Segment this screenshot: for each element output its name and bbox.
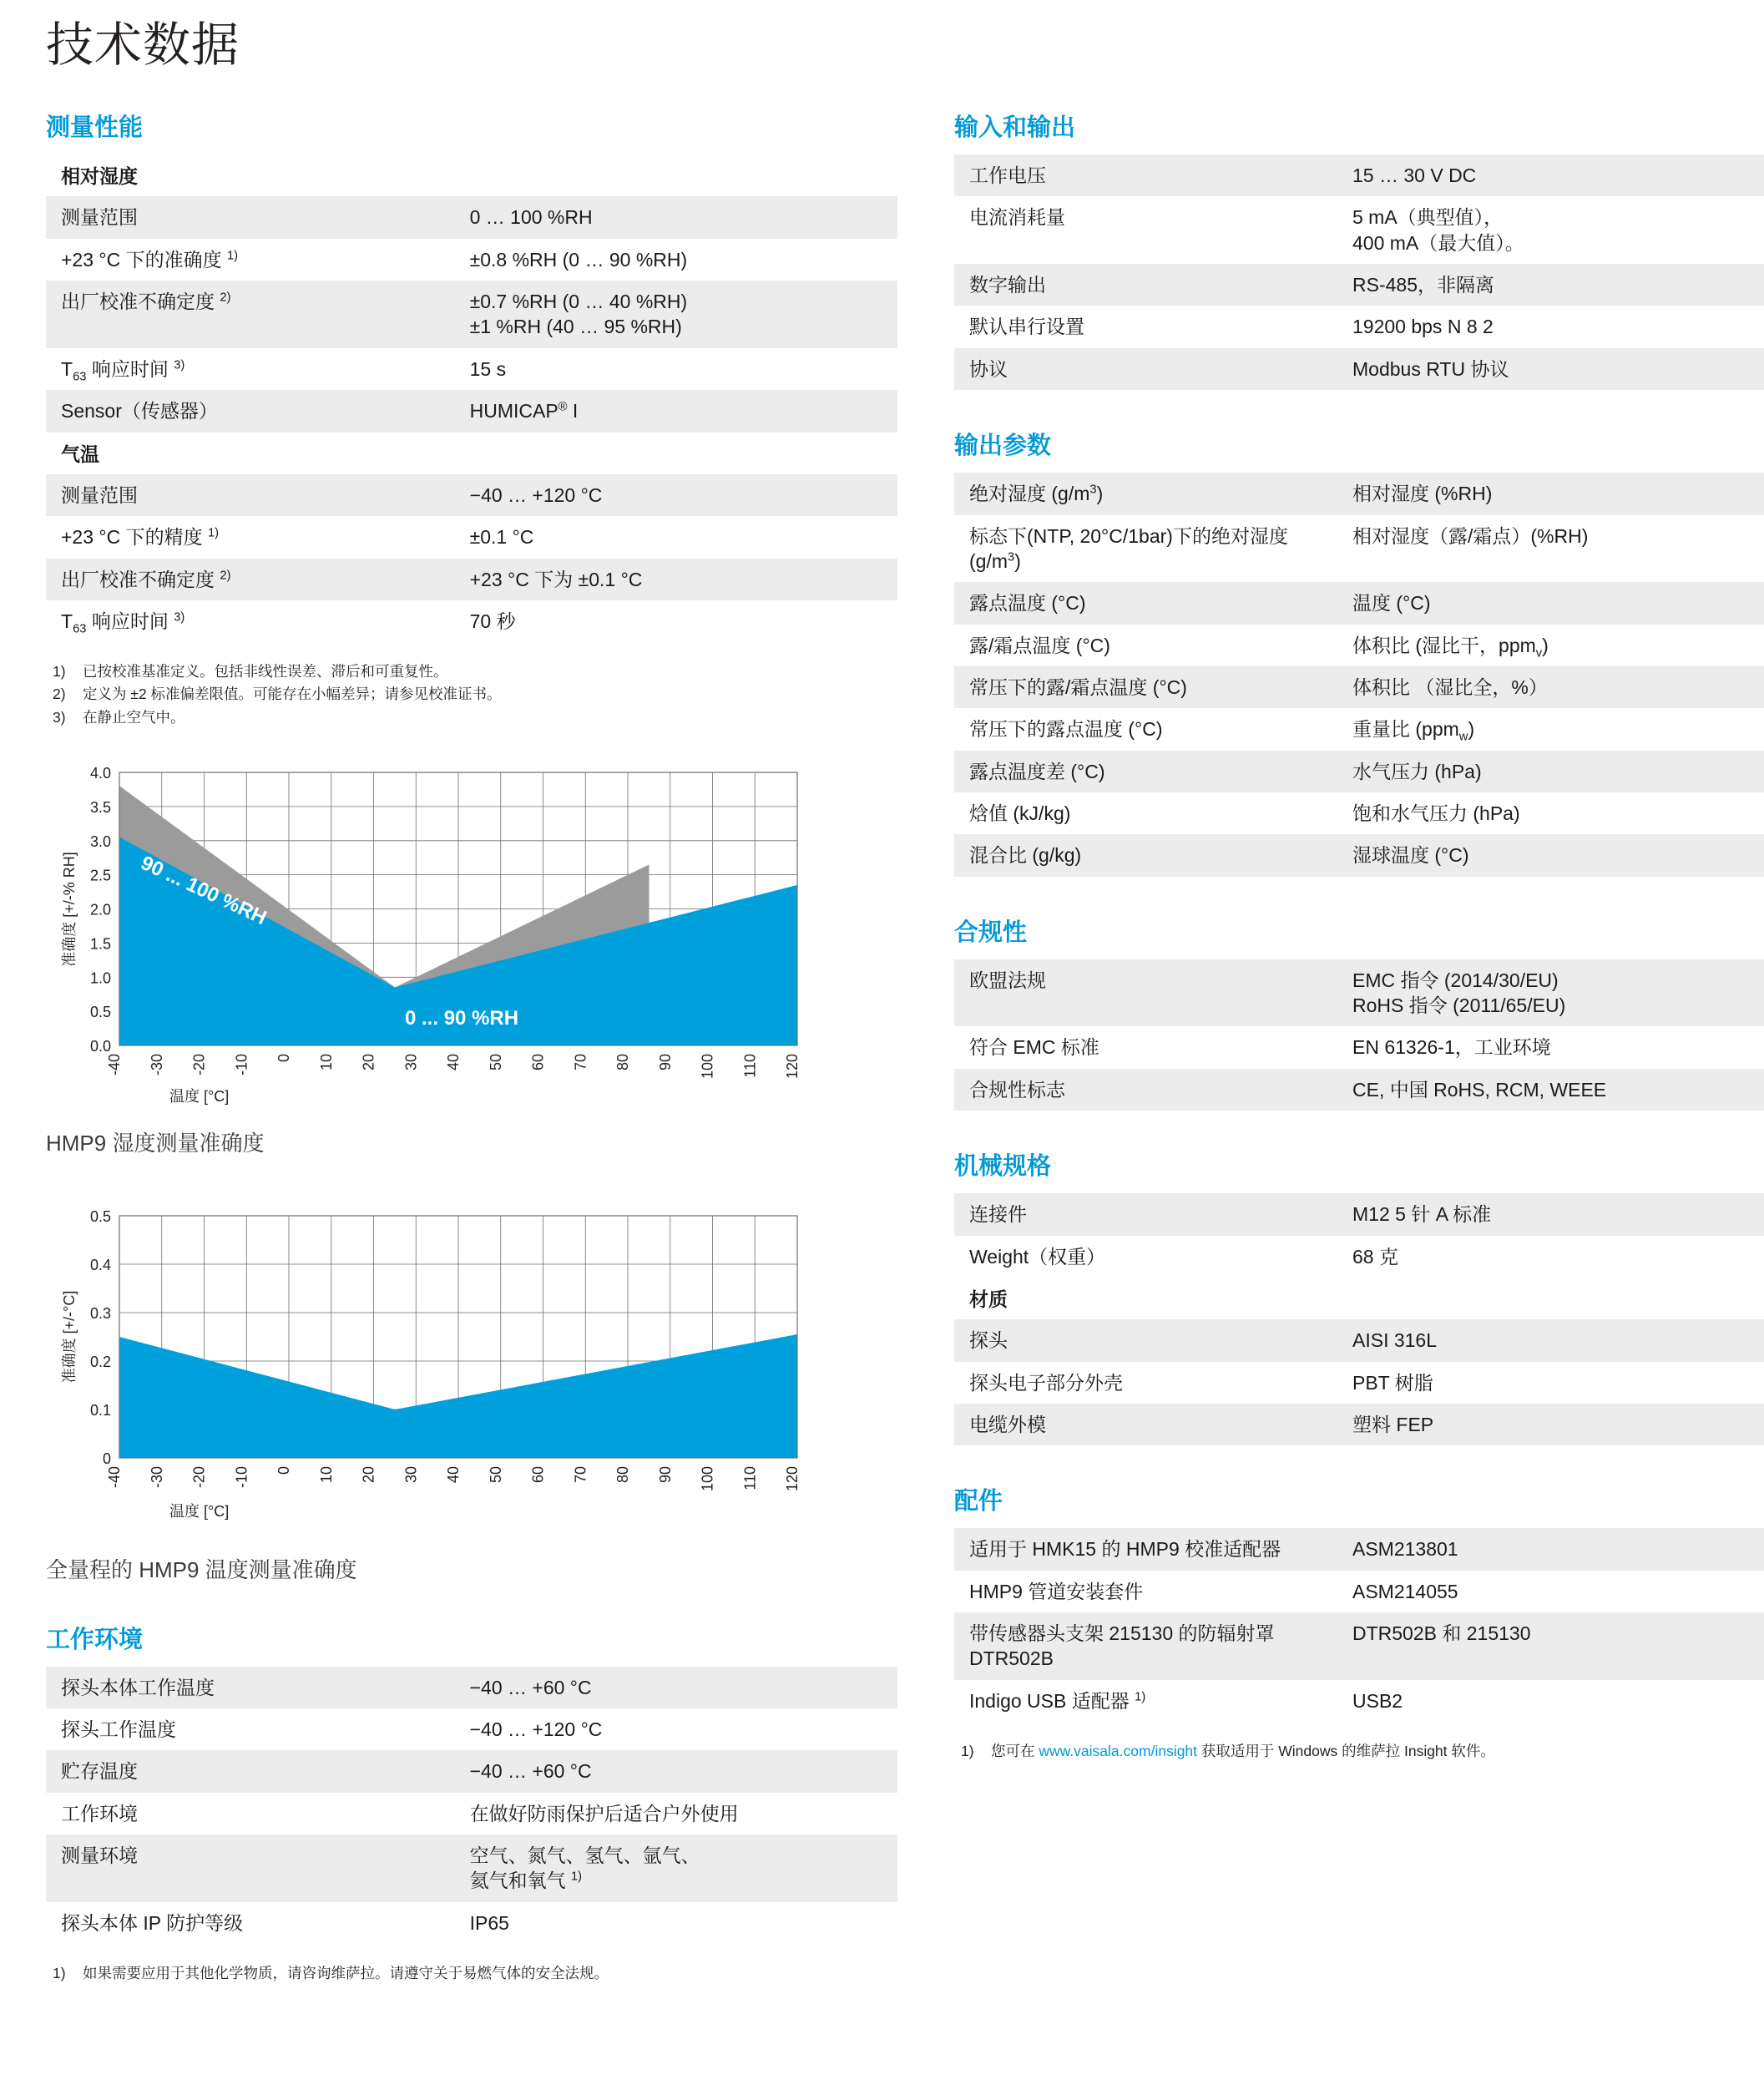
two-column-layout <box>46 109 1718 1985</box>
svg-text:60: 60 <box>529 1465 547 1483</box>
svg-text:30: 30 <box>402 1465 420 1483</box>
svg-text:40: 40 <box>445 1465 462 1483</box>
table-row <box>954 834 1764 876</box>
row-value: 空气、氮气、氢气、氩气、 氦气和氧气 $^{1)}$ <box>455 1834 897 1902</box>
table-row <box>954 582 1764 624</box>
svg-text:110: 110 <box>741 1053 759 1078</box>
page-title: 技术数据 <box>46 18 240 72</box>
svg-text:50: 50 <box>487 1465 504 1483</box>
table-row <box>954 154 1764 196</box>
row-value: −40 … +60 °C <box>455 1667 897 1708</box>
row-key: 混合比 (g/kg) <box>954 834 1337 876</box>
row-value: −40 … +120 °C <box>455 474 897 516</box>
chart1-ylabel: 准确度 [+/-% RH] <box>61 851 78 967</box>
row-key: +23 °C 下的精度 $^{1)}$ <box>61 526 220 549</box>
chart2-ylabel: 准确度 [+/-°C] <box>61 1290 78 1384</box>
table-row <box>954 792 1764 834</box>
row-key: 探头本体工作温度 <box>46 1667 455 1708</box>
row-value: 温度 (°C) <box>1337 582 1764 624</box>
row-value: 重量比 (ppm$_w$) <box>1352 718 1475 744</box>
row-key: 焓值 (kJ/kg) <box>969 802 1071 825</box>
svg-text:10: 10 <box>317 1053 335 1070</box>
table-row <box>954 708 1764 750</box>
row-value: 15 … 30 V DC <box>1337 154 1764 196</box>
row-key: 协议 <box>954 348 1337 390</box>
row-key: 出厂校准不确定度 $^{2)}$ <box>46 559 455 600</box>
footnote-number: 1) <box>53 1965 66 1982</box>
row-value: IP65 <box>469 1911 509 1934</box>
footnote-number: 3) <box>53 708 66 726</box>
table-row <box>46 196 897 238</box>
row-value: 饱和水气压力 (hPa) <box>1352 802 1520 825</box>
table-subheading-row <box>954 1278 1764 1319</box>
row-value: ±0.8 %RH (0 … 90 %RH) <box>469 248 688 271</box>
row-value: ASM213801 <box>1337 1528 1764 1570</box>
svg-text:-20: -20 <box>190 1465 208 1488</box>
row-value: CE, 中国 RoHS, RCM, WEEE <box>1337 1069 1764 1111</box>
subheading-temperature: 气温 <box>61 443 99 465</box>
row-value: 70 秒 <box>469 610 516 632</box>
svg-text:90: 90 <box>656 1465 674 1483</box>
row-key: 适用于 HMK15 的 HMP9 校准适配器 <box>954 1528 1337 1570</box>
chart1-xlabel: 温度 [°C] <box>169 1087 230 1105</box>
footnote-number: 1) <box>961 1743 974 1760</box>
svg-text:10: 10 <box>317 1465 335 1483</box>
row-key: $T_{63}$ 响应时间 $^{3)}$ <box>61 357 185 384</box>
row-value: +23 °C 下为 ±0.1 °C <box>455 559 897 600</box>
row-key: 露/霜点温度 (°C) <box>969 634 1110 656</box>
row-key: 工作电压 <box>954 154 1337 196</box>
row-key: 测量范围 <box>46 474 455 516</box>
footnote-text-post: 获取适用于 Windows 的维萨拉 Insight 软件。 <box>1197 1743 1495 1760</box>
table-row <box>954 306 1764 347</box>
svg-text:4.0: 4.0 <box>89 764 111 782</box>
footnote-text-pre: 您可在 <box>991 1743 1039 1760</box>
row-value: HUMICAP® I <box>455 390 897 432</box>
table-row <box>46 348 897 390</box>
table-row <box>954 1193 1764 1235</box>
row-value: ±0.7 %RH (0 … 40 %RH) ±1 %RH (40 … 95 %RH) <box>455 281 897 348</box>
row-key: 贮存温度 <box>46 1750 455 1792</box>
row-key: 绝对湿度 $(g/m^3)$ <box>954 473 1337 514</box>
operating-environment-footnotes <box>46 1962 897 1985</box>
svg-text:-40: -40 <box>106 1053 123 1075</box>
footnote-item <box>46 683 897 706</box>
row-value: ±0.1 °C <box>469 526 534 549</box>
chart2-svg <box>46 1201 881 1535</box>
svg-text:0.1: 0.1 <box>89 1401 111 1419</box>
footnote-item <box>954 1740 1764 1763</box>
row-key: Indigo USB 适配器 $^{1)}$ <box>969 1689 1146 1712</box>
svg-text:50: 50 <box>487 1053 504 1070</box>
row-key: 带传感器头支架 215130 的防辐射罩 DTR502B <box>954 1612 1337 1680</box>
row-value: EN 61326-1，工业环境 <box>1352 1036 1551 1059</box>
table-row <box>46 239 897 281</box>
row-key: Sensor（传感器） <box>46 390 455 432</box>
measurement-performance-table <box>46 154 897 642</box>
table-row <box>46 1708 897 1750</box>
row-key: 电流消耗量 <box>969 206 1065 229</box>
svg-text:80: 80 <box>614 1465 631 1483</box>
table-row <box>954 1069 1764 1111</box>
left-column <box>46 109 897 1985</box>
operating-environment-table <box>46 1667 897 1945</box>
row-key: 探头工作温度 <box>61 1718 176 1741</box>
svg-text:0.4: 0.4 <box>89 1256 111 1273</box>
accessories-table <box>954 1528 1764 1722</box>
table-row <box>46 474 897 516</box>
row-value: PBT 树脂 <box>1352 1371 1433 1394</box>
table-row <box>46 1834 897 1902</box>
row-key: 符合 EMC 标准 <box>969 1036 1099 1059</box>
table-row <box>954 1236 1764 1278</box>
row-value: 塑料 FEP <box>1337 1404 1764 1445</box>
svg-text:0.0: 0.0 <box>89 1037 111 1055</box>
table-subheading-row <box>46 154 897 196</box>
footnote-text: 定义为 ±2 标准偏差限值。可能存在小幅差异；请参见校准证书。 <box>83 686 502 703</box>
table-row <box>46 281 897 348</box>
table-subheading-row <box>46 433 897 474</box>
row-value: 相对湿度 (%RH) <box>1337 473 1764 514</box>
chart2-xlabel: 温度 [°C] <box>169 1502 230 1520</box>
footnote-text: 在静止空气中。 <box>83 708 185 726</box>
table-row <box>954 1571 1764 1612</box>
chart2-caption: 全量程的 HMP9 温度测量准确度 <box>46 1556 357 1582</box>
row-key: 默认串行设置 <box>969 316 1084 338</box>
svg-text:0: 0 <box>102 1450 111 1467</box>
svg-text:0.2: 0.2 <box>89 1353 111 1370</box>
table-row <box>954 751 1764 792</box>
svg-text:70: 70 <box>572 1465 589 1483</box>
row-key: 常压下的露/霜点温度 (°C) <box>954 666 1337 708</box>
svg-text:30: 30 <box>402 1053 420 1070</box>
svg-text:80: 80 <box>614 1053 631 1070</box>
footnote-item <box>46 660 897 683</box>
svg-text:20: 20 <box>360 1053 377 1070</box>
row-value: 19200 bps N 8 2 <box>1352 316 1494 338</box>
subheading-material: 材质 <box>969 1288 1008 1310</box>
compliance-table <box>954 959 1764 1111</box>
table-row <box>46 1750 897 1792</box>
row-key: 电缆外模 <box>954 1404 1337 1445</box>
svg-text:120: 120 <box>784 1053 801 1079</box>
svg-text:90: 90 <box>656 1053 674 1070</box>
row-key: $T_{63}$ 响应时间 $^{3)}$ <box>61 610 185 636</box>
row-value: 0 … 100 %RH <box>455 196 897 238</box>
row-value: USB2 <box>1352 1689 1403 1712</box>
svg-text:100: 100 <box>699 1465 716 1491</box>
humidity-accuracy-chart <box>46 757 897 1157</box>
svg-text:20: 20 <box>360 1465 377 1483</box>
row-key: 露点温度 (°C) <box>954 582 1337 624</box>
row-value: −40 … +60 °C <box>455 1750 897 1792</box>
svg-text:-10: -10 <box>233 1465 250 1488</box>
row-key: 数字输出 <box>954 264 1337 306</box>
row-value: 相对湿度（露/霜点）(%RH) <box>1352 524 1589 547</box>
table-row <box>954 348 1764 390</box>
table-row <box>46 390 897 432</box>
svg-text:60: 60 <box>529 1053 547 1070</box>
row-value: DTR502B 和 215130 <box>1337 1612 1764 1680</box>
svg-text:2.5: 2.5 <box>89 867 111 884</box>
section-heading-mechanical: 机械规格 <box>954 1153 1052 1181</box>
input-output-table <box>954 154 1764 390</box>
chart1-label-band-high: 90 ... 100 %RH <box>137 851 270 929</box>
svg-text:0: 0 <box>275 1053 292 1062</box>
row-value: M12 5 针 A 标准 <box>1337 1193 1764 1235</box>
row-key: 标态下(NTP, 20°C/1bar)下的绝对湿度 $(g/m^3)$ <box>969 524 1288 572</box>
footnote-item <box>46 706 897 729</box>
row-key: 探头电子部分外壳 <box>969 1371 1123 1394</box>
table-row <box>954 196 1764 264</box>
svg-text:3.5: 3.5 <box>89 798 111 816</box>
row-value: ASM214055 <box>1352 1580 1458 1602</box>
row-value: −40 … +120 °C <box>469 1718 603 1741</box>
row-key: 探头本体 IP 防护等级 <box>61 1911 244 1934</box>
section-heading-accessories: 配件 <box>954 1488 1003 1516</box>
svg-text:120: 120 <box>784 1465 801 1491</box>
svg-text:0.5: 0.5 <box>89 1003 111 1020</box>
row-value: AISI 316L <box>1337 1319 1764 1361</box>
svg-text:2.0: 2.0 <box>89 901 111 919</box>
svg-text:-30: -30 <box>148 1053 165 1075</box>
row-key: 露点温度差 (°C) <box>954 751 1337 792</box>
section-heading-output-parameters: 输出参数 <box>954 433 1052 460</box>
chart1-svg <box>46 757 881 1108</box>
output-parameters-table <box>954 473 1764 877</box>
footnote-item <box>46 1962 897 1985</box>
measurement-footnotes <box>46 660 897 728</box>
row-value: Modbus RTU 协议 <box>1337 348 1764 390</box>
row-key: Weight（权重） <box>969 1245 1106 1268</box>
svg-text:-10: -10 <box>233 1053 250 1075</box>
temperature-accuracy-chart <box>46 1201 897 1584</box>
table-row <box>954 515 1764 583</box>
svg-text:0.3: 0.3 <box>89 1304 111 1322</box>
table-row <box>954 1612 1764 1680</box>
row-value: RS-485，非隔离 <box>1337 264 1764 306</box>
row-key: 欧盟法规 <box>954 959 1337 1027</box>
accessories-footnotes <box>954 1740 1764 1763</box>
row-key: 出厂校准不确定度 $^{2)}$ <box>46 281 455 348</box>
row-key: 工作环境 <box>61 1802 138 1824</box>
table-row <box>46 1902 897 1944</box>
chart1-label-band-low: 0 ... 90 %RH <box>405 1006 519 1030</box>
svg-text:-30: -30 <box>148 1465 165 1488</box>
table-row <box>46 559 897 600</box>
table-row <box>46 1793 897 1834</box>
table-row <box>954 625 1764 666</box>
svg-text:100: 100 <box>699 1053 716 1079</box>
footnote-number: 1) <box>53 663 66 681</box>
row-key: 连接件 <box>954 1193 1337 1235</box>
insight-link[interactable]: www.vaisala.com/insight <box>1039 1743 1198 1760</box>
table-row <box>46 1667 897 1708</box>
svg-text:-40: -40 <box>106 1465 123 1488</box>
section-heading-input-output: 输入和输出 <box>954 114 1076 141</box>
table-row <box>954 1026 1764 1068</box>
row-key: 合规性标志 <box>954 1069 1337 1111</box>
row-key: 探头 <box>954 1319 1337 1361</box>
row-value: 体积比 （湿比全，%） <box>1337 666 1764 708</box>
subheading-relative-humidity: 相对湿度 <box>61 165 138 187</box>
row-value: 5 mA（典型值）， 400 mA（最大值）。 <box>1352 206 1524 254</box>
footnote-text: 如果需要应用于其他化学物质，请咨询维萨拉。请遵守关于易燃气体的安全法规。 <box>83 1965 609 1982</box>
row-value: 68 克 <box>1352 1245 1398 1268</box>
svg-text:3.0: 3.0 <box>89 832 111 850</box>
svg-text:-20: -20 <box>190 1053 208 1075</box>
table-row <box>954 1404 1764 1445</box>
table-row <box>954 1528 1764 1570</box>
chart1-caption: HMP9 湿度测量准确度 <box>46 1130 265 1156</box>
section-heading-operating-environment: 工作环境 <box>46 1626 144 1653</box>
row-value: 湿球温度 (°C) <box>1337 834 1764 876</box>
table-row <box>46 516 897 558</box>
svg-text:0.5: 0.5 <box>89 1207 111 1225</box>
table-row <box>954 666 1764 708</box>
svg-text:110: 110 <box>741 1465 759 1490</box>
row-key: +23 °C 下的准确度 $^{1)}$ <box>61 248 239 271</box>
row-value: 15 s <box>469 357 507 380</box>
svg-text:1.0: 1.0 <box>89 969 111 986</box>
mechanical-table <box>954 1193 1764 1445</box>
table-row <box>954 1362 1764 1404</box>
row-value: 体积比 (湿比干，ppm$_v$) <box>1352 634 1549 660</box>
table-row <box>46 600 897 642</box>
footnote-text: 已按校准基准定义。包括非线性误差、滞后和可重复性。 <box>83 663 448 681</box>
right-column <box>954 109 1764 1763</box>
row-key: HMP9 管道安装套件 <box>969 1580 1144 1602</box>
table-row <box>954 264 1764 306</box>
footnote-text <box>991 1740 1495 1763</box>
footnote-number: 2) <box>53 686 66 703</box>
row-value: EMC 指令 (2014/30/EU) RoHS 指令 (2011/65/EU) <box>1337 959 1764 1027</box>
table-row <box>954 959 1764 1027</box>
svg-text:70: 70 <box>572 1053 589 1070</box>
svg-text:1.5: 1.5 <box>89 935 111 953</box>
section-heading-measurement-performance: 测量性能 <box>46 114 144 141</box>
section-heading-compliance: 合规性 <box>954 919 1028 946</box>
svg-text:0: 0 <box>275 1465 292 1475</box>
table-row <box>954 1680 1764 1722</box>
row-key: 测量环境 <box>46 1834 455 1902</box>
row-key: 常压下的露点温度 (°C) <box>969 718 1163 741</box>
row-value: 水气压力 (hPa) <box>1337 751 1764 792</box>
row-key: 测量范围 <box>46 196 455 238</box>
row-value: 在做好防雨保护后适合户外使用 <box>469 1802 739 1824</box>
table-row <box>954 473 1764 514</box>
svg-text:40: 40 <box>445 1053 462 1070</box>
table-row <box>954 1319 1764 1361</box>
